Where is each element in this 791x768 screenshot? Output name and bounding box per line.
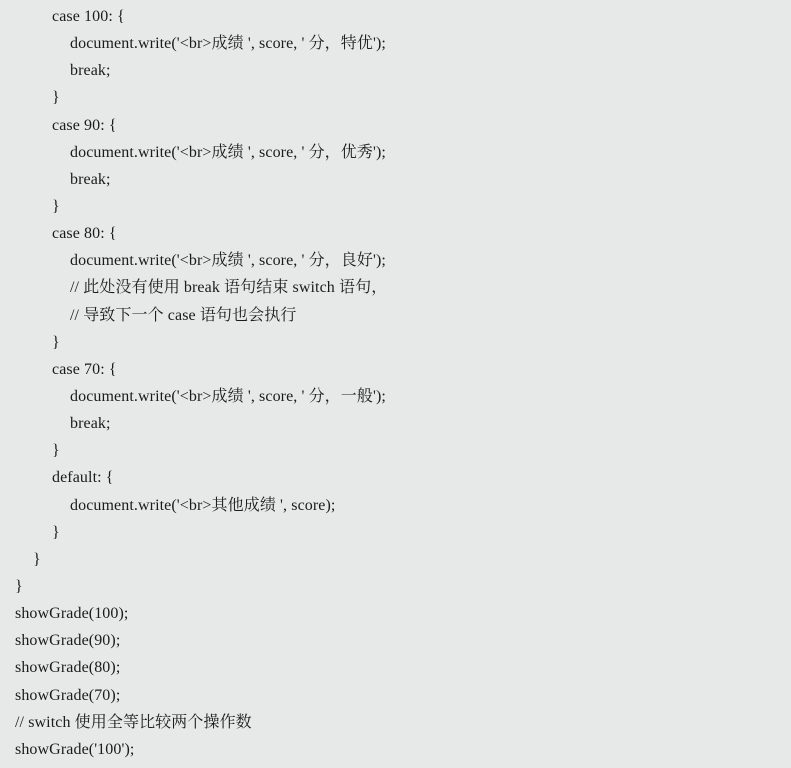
code-line: document.write('<br>成绩 ', score, ' 分，特优'); [70,35,386,53]
code-line: break; [70,170,111,188]
code-line: showGrade(90); [15,632,121,650]
code-line: break; [70,62,111,80]
code-line: } [52,523,60,541]
code-line: } [52,442,60,460]
code-line: } [15,577,23,595]
code-line: } [33,550,41,568]
code-line: } [52,197,60,215]
code-line: } [52,333,60,351]
code-line: document.write('<br>成绩 ', score, ' 分，一般'); [70,387,386,405]
code-line: showGrade(70); [15,686,121,704]
code-line: // 此处没有使用 break 语句结束 switch 语句， [70,279,388,297]
code-line: showGrade(80); [15,659,121,677]
code-line: document.write('<br>其他成绩 ', score); [70,496,336,514]
code-line: } [52,89,60,107]
code-line: case 90: { [52,116,117,134]
code-line: break; [70,415,111,433]
code-line: document.write('<br>成绩 ', score, ' 分，优秀'); [70,143,386,161]
code-line: case 70: { [52,360,117,378]
code-line: default: { [52,469,114,487]
code-line: // switch 使用全等比较两个操作数 [15,713,252,731]
code-line: document.write('<br>成绩 ', score, ' 分，良好'); [70,252,386,270]
code-line: case 80: { [52,225,117,243]
code-line: case 100: { [52,8,125,25]
code-line: // 导致下一个 case 语句也会执行 [70,306,297,324]
code-line: showGrade(100); [15,605,129,623]
code-line: showGrade('100'); [15,740,135,758]
